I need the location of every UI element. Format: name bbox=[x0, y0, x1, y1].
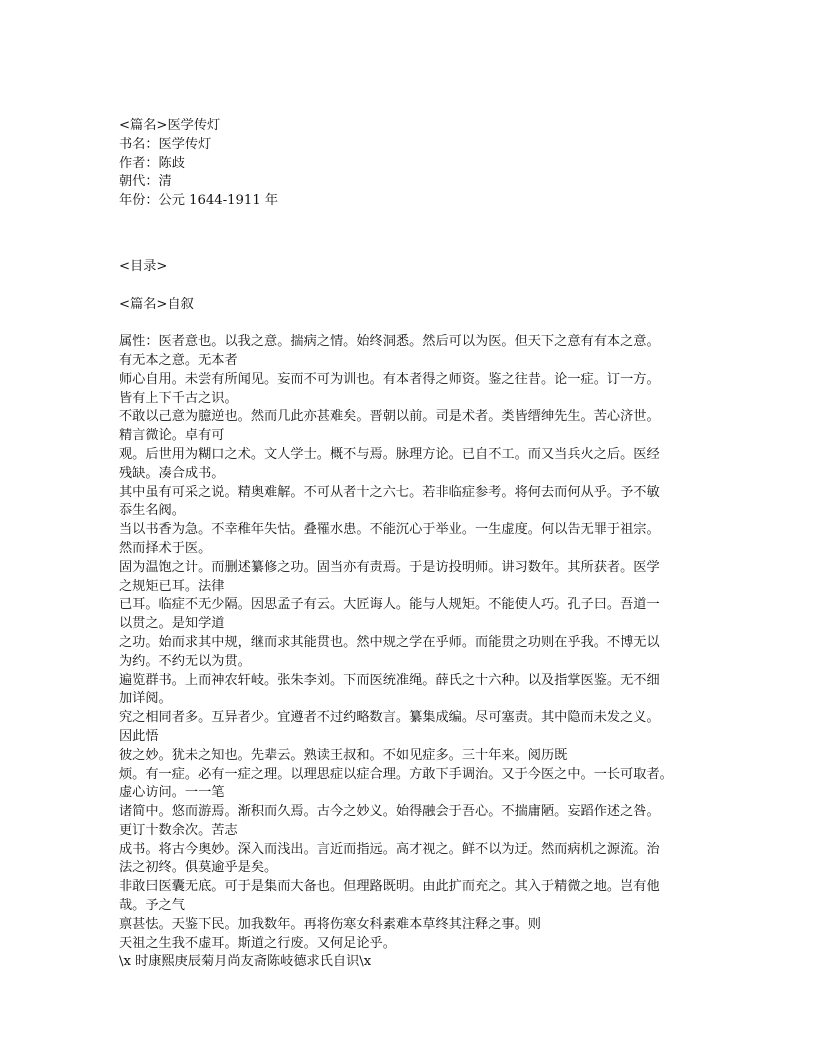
body-line: 之规矩已耳。法律 bbox=[119, 578, 225, 594]
author: 作者：陈歧 bbox=[119, 155, 185, 171]
body-line: 因此悟 bbox=[119, 728, 159, 744]
body-line: 遍览群书。上而神农轩岐。张朱李刘。下而医统准绳。薛氏之十六种。以及指掌医鉴。无不细 bbox=[119, 672, 660, 688]
signature-line: \x 时康熙庚辰菊月尚友斋陈岐德求氏自识\x bbox=[119, 954, 372, 970]
body-line: 固为温饱之计。而删述纂修之功。固当亦有责焉。于是访投明师。讲习数年。其所获者。医学 bbox=[119, 559, 660, 575]
body-line: 属性：医者意也。以我之意。揣病之情。始终洞悉。然后可以为医。但天下之意有有本之意。 bbox=[119, 334, 660, 350]
body-line: 非敢曰医囊无底。可于是集而大备也。但理路既明。由此扩而充之。其入于精微之地。岂有他 bbox=[119, 879, 660, 895]
body-line: 精言微论。卓有可 bbox=[119, 428, 225, 444]
body-line: 究之相同者多。互异者少。宜遵者不过约略数言。纂集成编。尽可塞责。其中隐而未发之义。 bbox=[119, 710, 660, 726]
section-title: <篇名>自叙 bbox=[119, 296, 194, 312]
body-line: 有无本之意。无本者 bbox=[119, 352, 238, 368]
body-line: 加详阅。 bbox=[119, 691, 172, 707]
body-line: 天祖之生我不虚耳。斯道之行废。又何足论乎。 bbox=[119, 935, 396, 951]
body-line: 观。后世用为糊口之术。文人学士。概不与焉。脉理方论。已自不工。而又当兵火之后。医经 bbox=[119, 446, 660, 462]
body-line: 法之初终。俱莫逾乎是矣。 bbox=[119, 860, 278, 876]
body-line: 然而择术于医。 bbox=[119, 540, 212, 556]
body-line: 成书。将古今奥妙。深入而浅出。言近而指远。高才视之。鲜不以为迂。然而病机之源流。治 bbox=[119, 841, 660, 857]
book-name: 书名：医学传灯 bbox=[119, 136, 212, 152]
dynasty: 朝代：清 bbox=[119, 174, 172, 190]
body-line: 当以书香为急。不幸稚年失怙。叠罹水患。不能沉心于举业。一生虚度。何以告无罪于祖宗。 bbox=[119, 522, 660, 538]
body-line: 师心自用。未尝有所闻见。妄而不可为训也。有本者得之师资。鉴之往昔。论一症。订一方。 bbox=[119, 371, 660, 387]
body-line: 已耳。临症不无少隔。因思孟子有云。大匠诲人。能与人规矩。不能使人巧。孔子曰。吾道一 bbox=[119, 597, 660, 613]
body-line: 皆有上下千古之识。 bbox=[119, 390, 238, 406]
body-line: 哉。予之气 bbox=[119, 898, 185, 914]
body-line: 为约。不约无以为贯。 bbox=[119, 653, 251, 669]
body-line: 烦。有一症。必有一症之理。以理思症以症合理。方敢下手调治。又于今医之中。一长可取者。 bbox=[119, 766, 673, 782]
body-line: 诸简中。悠而游焉。渐积而久焉。古今之妙义。始得融会于吾心。不揣庸陋。妄蹈作述之咎。 bbox=[119, 804, 660, 820]
chapter-title: <篇名>医学传灯 bbox=[119, 118, 221, 133]
preface-body bbox=[119, 333, 719, 972]
body-line: 忝生名阀。 bbox=[119, 503, 185, 519]
body-line: 以贯之。是知学道 bbox=[119, 616, 225, 632]
toc-label: <目录> bbox=[119, 258, 168, 274]
document-page bbox=[119, 117, 719, 972]
body-line: 更订十数余次。苦志 bbox=[119, 822, 238, 838]
body-line: 彼之妙。犹未之知也。先辈云。熟读王叔和。不如见症多。三十年来。阅历既 bbox=[119, 747, 568, 763]
body-line: 残缺。凑合成书。 bbox=[119, 465, 225, 481]
body-line: 其中虽有可采之说。精奥难解。不可从者十之六七。若非临症参考。将何去而何从乎。予不敏 bbox=[119, 484, 660, 500]
spacer bbox=[119, 211, 719, 258]
body-line: 禀甚怯。天鉴下民。加我数年。再将伤寒女科素难本草终其注释之事。则 bbox=[119, 916, 541, 932]
spacer bbox=[119, 277, 719, 296]
years: 年份：公元 1644-1911 年 bbox=[119, 193, 279, 209]
body-line: 之功。始而求其中规，继而求其能贯也。然中规之学在乎师。而能贯之功则在乎我。不博无以 bbox=[119, 634, 660, 650]
spacer bbox=[119, 314, 719, 333]
body-line: 虚心访问。一一笔 bbox=[119, 785, 225, 801]
body-line: 不敢以己意为臆逆也。然而几此亦甚难矣。晋朝以前。司是术者。类皆缙绅先生。苦心济世。 bbox=[119, 409, 660, 425]
